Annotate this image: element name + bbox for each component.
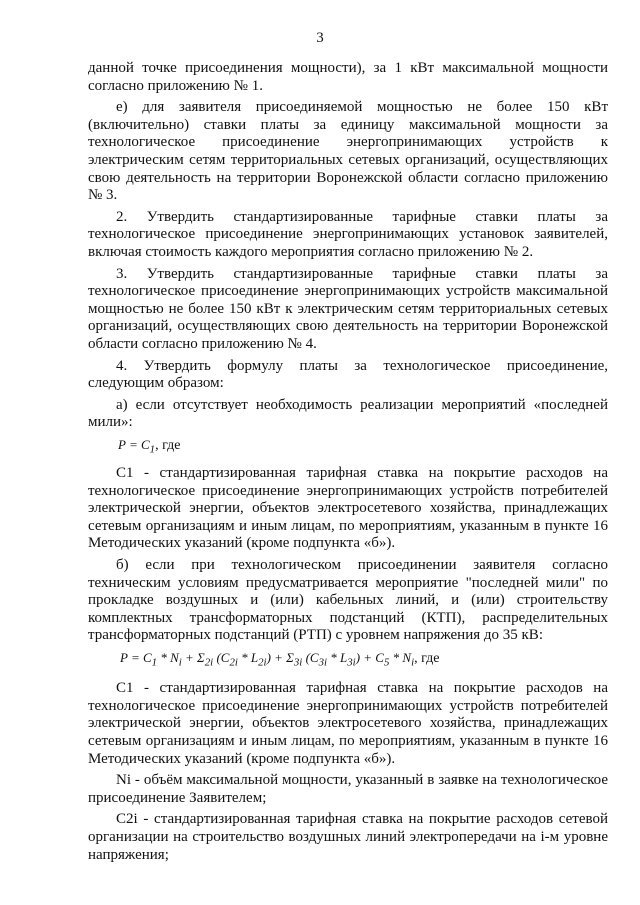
formula-subscript: 5: [383, 656, 390, 669]
formula-simple: [118, 436, 608, 459]
formula-term: C: [375, 650, 384, 665]
sum-limit: 2i: [204, 656, 214, 669]
formula-subscript: 2i: [229, 656, 238, 669]
paragraph: е) для заявителя присоединяемой мощностью не более 150 кВт (включительно) ставки платы за единицу максимальной мощности за технологическое присоединение энергопринимающих устройств к электрическим сетям территориальных сетевых организаций, осуществляющих свою деятельность на территории Воронежской области согласно приложению № 3.: [88, 99, 608, 204]
paragraph: Ni - объём максимальной мощности, указанный в заявке на технологическое присоединение Заявителем;: [88, 772, 608, 806]
page-number: 3: [316, 30, 324, 46]
formula-term: L: [340, 650, 348, 665]
paragraph: б) если при технологическом присоединении заявителя согласно техническим условиям предусматривается мероприятие "последней мили" по прокладке воздушных и (или) кабельных линий, и (или) строительству комплектных трансформаторных подстанций (КТП), распределительных трансформаторных подстанций (РТП) с уровнем напряжения до 35 кВ:: [88, 557, 608, 644]
paragraph: 2. Утвердить стандартизированные тарифные ставки платы за технологическое присоединение энергопринимающих установок заявителей, включая стоимость каждого мероприятия согласно приложению № 2.: [88, 208, 608, 260]
formula-full: $P = C_1 * N_i + \Sigma_{2i}$ $(C_{2i} * L_{2i}) + \Sigma_{3i}$ $(C_{3i} * L_{3i}) + C_5 * N_i$, где: [120, 650, 440, 669]
paragraph: 3. Утвердить стандартизированные тарифные ставки платы за технологическое присоединение энергопринимающих устройств максимальной мощностью не более 150 кВт к электрическим сетям территориальных сетевых организаций, осуществляющих свою деятельность на территории Воронежской области согласно приложению № 4.: [88, 265, 608, 352]
formula-subscript: 3i: [347, 656, 356, 669]
formula-subscript: 1: [149, 443, 156, 456]
formula-subscript: i: [411, 656, 415, 669]
formula-term: (C: [305, 650, 319, 665]
paragraph: C2i - стандартизированная тарифная ставка на покрытие расходов сетевой организации на строительство воздушных линий электропередачи на i-м уровне напряжения;: [88, 811, 608, 863]
formula-where: , где: [414, 651, 440, 666]
sum-limit: 3i: [293, 656, 303, 669]
formula-lhs: P = C: [120, 650, 152, 665]
paragraph: 4. Утвердить формулу платы за технологическое присоединение, следующим образом:: [88, 357, 608, 392]
formula-term: (C: [216, 650, 230, 665]
formula-n: N: [402, 650, 412, 665]
formula-term: L: [250, 650, 259, 665]
formula-subscript: 1: [151, 656, 158, 669]
paragraph: C1 - стандартизированная тарифная ставка на покрытие расходов на технологическое присоединение энергопринимающих устройств потребителей электрической энергии, объектов электросетевого хозяйства, принадлежащих сетевым организациям и иным лицам, по мероприятиям, указанным в пункте 16 Методических указаний (кроме подпункта «б»).: [88, 465, 608, 552]
paragraph: а) если отсутствует необходимость реализации мероприятий «последней мили»:: [88, 396, 608, 431]
paragraph: C1 - стандартизированная тарифная ставка на покрытие расходов на технологическое присоединение энергопринимающих устройств потребителей электрической энергии, объектов электросетевого хозяйства, принадлежащих сетевым организациям и иным лицам, по мероприятиям, указанным в пункте 16 Методических указаний (кроме подпункта «б»).: [88, 680, 608, 767]
paragraph: данной точке присоединения мощности), за 1 кВт максимальной мощности согласно приложению № 1.: [88, 60, 608, 94]
document-body: [88, 60, 608, 868]
formula-subscript: 3i: [318, 656, 328, 669]
formula-subscript: 2i: [258, 656, 267, 669]
formula-where: , где: [155, 437, 181, 453]
formula-n: N: [170, 650, 179, 665]
formula-subscript: i: [178, 656, 182, 669]
formula-text: P = C: [118, 436, 150, 452]
